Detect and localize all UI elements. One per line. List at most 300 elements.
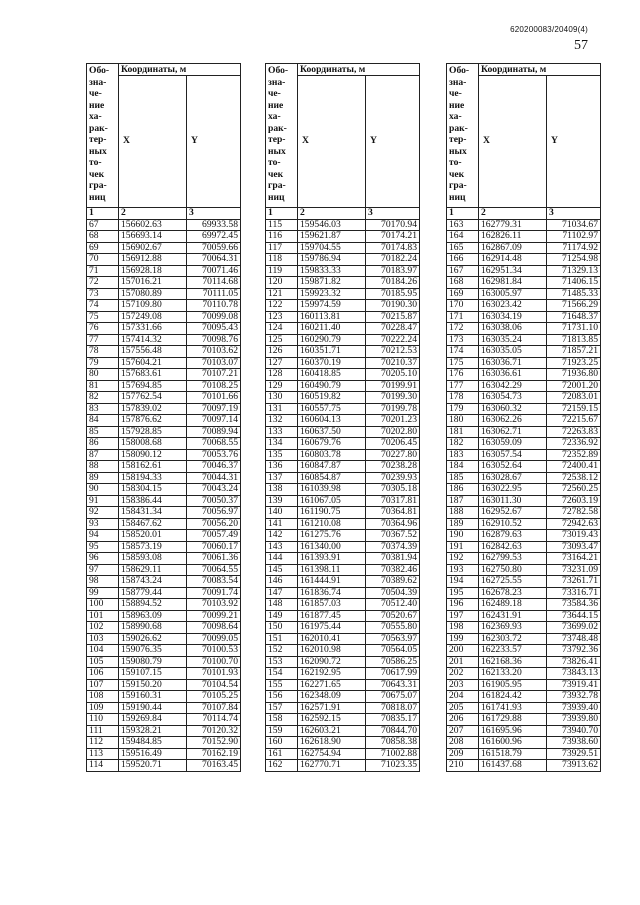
x-coordinate-cell: 161695.96 xyxy=(479,725,547,737)
x-coordinate-cell: 161877.45 xyxy=(298,610,366,622)
table-row xyxy=(87,288,241,300)
table-row xyxy=(87,725,241,737)
x-coordinate-cell: 156602.63 xyxy=(119,219,187,231)
table-row xyxy=(266,645,420,657)
y-coordinate-cell: 70643.31 xyxy=(366,679,420,691)
y-coordinate-cell: 70111.05 xyxy=(187,288,241,300)
point-number-cell: 106 xyxy=(87,668,119,680)
y-coordinate-cell: 70053.76 xyxy=(187,449,241,461)
header-label-line: ние xyxy=(449,99,465,111)
table-row xyxy=(87,691,241,703)
table-row xyxy=(87,242,241,254)
table-row xyxy=(266,392,420,404)
x-coordinate-cell: 162168.36 xyxy=(479,656,547,668)
table-row xyxy=(87,553,241,565)
header-label-line: ха- xyxy=(89,111,102,122)
boundary-point-label-header xyxy=(266,64,298,208)
table-row xyxy=(266,357,420,369)
point-number-cell: 80 xyxy=(87,369,119,381)
y-coordinate-cell: 71731.10 xyxy=(547,323,601,335)
column-index-cell: 2 xyxy=(479,208,547,220)
table-row xyxy=(447,714,601,726)
x-coordinate-cell: 159190.44 xyxy=(119,702,187,714)
y-coordinate-cell: 70163.45 xyxy=(187,760,241,772)
x-coordinate-cell: 158162.61 xyxy=(119,461,187,473)
table-row xyxy=(266,323,420,335)
table-row xyxy=(266,518,420,530)
y-coordinate-cell: 70835.17 xyxy=(366,714,420,726)
x-coordinate-cell: 162348.09 xyxy=(298,691,366,703)
table-row xyxy=(87,300,241,312)
y-coordinate-cell: 70083.54 xyxy=(187,576,241,588)
point-number-cell: 99 xyxy=(87,587,119,599)
table-row xyxy=(447,254,601,266)
table-row xyxy=(266,587,420,599)
x-coordinate-cell: 162303.72 xyxy=(479,633,547,645)
table-row xyxy=(266,242,420,254)
header-label-line: ние xyxy=(89,99,105,111)
header-label-line: ниц xyxy=(89,191,106,203)
x-coordinate-cell: 162133.20 xyxy=(479,668,547,680)
y-coordinate-cell: 72336.92 xyxy=(547,438,601,450)
header-label-line: Обо- xyxy=(268,65,289,76)
point-number-cell: 163 xyxy=(447,219,479,231)
y-coordinate-cell: 72603.19 xyxy=(547,495,601,507)
table-row xyxy=(87,737,241,749)
y-coordinate-cell: 70858.38 xyxy=(366,737,420,749)
y-coordinate-cell: 70107.21 xyxy=(187,369,241,381)
x-coordinate-cell: 159107.15 xyxy=(119,668,187,680)
point-number-cell: 74 xyxy=(87,300,119,312)
table-row xyxy=(266,610,420,622)
boundary-point-label-header xyxy=(87,64,119,208)
y-coordinate-cell: 70844.70 xyxy=(366,725,420,737)
point-number-cell: 77 xyxy=(87,334,119,346)
y-coordinate-cell: 72263.83 xyxy=(547,426,601,438)
x-coordinate-cell: 161190.75 xyxy=(298,507,366,519)
x-coordinate-cell: 163062.26 xyxy=(479,415,547,427)
point-number-cell: 154 xyxy=(266,668,298,680)
header-label-line: тер- xyxy=(89,134,107,145)
column-index-cell: 1 xyxy=(87,208,119,220)
table-row xyxy=(447,415,601,427)
column-index-cell: 3 xyxy=(547,208,601,220)
y-coordinate-cell: 71648.37 xyxy=(547,311,601,323)
table-row xyxy=(447,760,601,772)
table-row xyxy=(447,346,601,358)
y-coordinate-cell: 71485.33 xyxy=(547,288,601,300)
y-coordinate-cell: 70044.31 xyxy=(187,472,241,484)
header-label-line: зна- xyxy=(89,76,107,88)
table-row xyxy=(447,449,601,461)
table-row xyxy=(447,748,601,760)
table-row xyxy=(87,334,241,346)
header-label-line: тер- xyxy=(268,134,286,145)
column-index-cell: 3 xyxy=(187,208,241,220)
x-coordinate-cell: 160418.85 xyxy=(298,369,366,381)
table-row xyxy=(447,288,601,300)
column-index-cell: 2 xyxy=(298,208,366,220)
table-row xyxy=(87,323,241,335)
point-number-cell: 118 xyxy=(266,254,298,266)
point-number-cell: 78 xyxy=(87,346,119,358)
x-coordinate-cell: 161975.44 xyxy=(298,622,366,634)
x-coordinate-cell: 159516.49 xyxy=(119,748,187,760)
table-row xyxy=(266,564,420,576)
table-row xyxy=(447,334,601,346)
table-row xyxy=(266,725,420,737)
x-coordinate-cell: 162431.91 xyxy=(479,610,547,622)
point-number-cell: 148 xyxy=(266,599,298,611)
y-coordinate-cell: 70162.19 xyxy=(187,748,241,760)
x-coordinate-cell: 158194.33 xyxy=(119,472,187,484)
y-coordinate-cell: 73932.78 xyxy=(547,691,601,703)
y-coordinate-cell: 70095.43 xyxy=(187,323,241,335)
y-coordinate-cell: 73792.36 xyxy=(547,645,601,657)
table-row xyxy=(447,277,601,289)
point-number-cell: 81 xyxy=(87,380,119,392)
x-coordinate-cell: 159076.35 xyxy=(119,645,187,657)
y-coordinate-cell: 70068.55 xyxy=(187,438,241,450)
x-coordinate-cell: 163036.71 xyxy=(479,357,547,369)
x-coordinate-cell: 161039.98 xyxy=(298,484,366,496)
point-number-cell: 167 xyxy=(447,265,479,277)
table-row xyxy=(266,461,420,473)
x-coordinate-cell: 162192.95 xyxy=(298,668,366,680)
y-coordinate-cell: 70043.24 xyxy=(187,484,241,496)
table-row xyxy=(87,403,241,415)
x-coordinate-cell: 158008.68 xyxy=(119,438,187,450)
table-row xyxy=(87,392,241,404)
point-number-cell: 146 xyxy=(266,576,298,588)
x-coordinate-cell: 157016.21 xyxy=(119,277,187,289)
header-label-line: зна- xyxy=(268,76,286,88)
point-number-cell: 110 xyxy=(87,714,119,726)
point-number-cell: 133 xyxy=(266,426,298,438)
point-number-cell: 194 xyxy=(447,576,479,588)
point-number-cell: 107 xyxy=(87,679,119,691)
table-row xyxy=(87,438,241,450)
point-number-cell: 206 xyxy=(447,714,479,726)
x-coordinate-cell: 162271.65 xyxy=(298,679,366,691)
point-number-cell: 126 xyxy=(266,346,298,358)
x-coordinate-cell: 163060.32 xyxy=(479,403,547,415)
table-row xyxy=(87,426,241,438)
y-coordinate-cell: 70190.30 xyxy=(366,300,420,312)
point-number-cell: 125 xyxy=(266,334,298,346)
table-row xyxy=(266,300,420,312)
table-row xyxy=(87,656,241,668)
table-row xyxy=(87,679,241,691)
x-coordinate-cell: 158431.34 xyxy=(119,507,187,519)
y-coordinate-cell: 72001.20 xyxy=(547,380,601,392)
point-number-cell: 192 xyxy=(447,553,479,565)
x-coordinate-cell: 157414.32 xyxy=(119,334,187,346)
coordinates-header: Координаты, м xyxy=(479,64,601,76)
x-coordinate-cell: 159484.85 xyxy=(119,737,187,749)
table-row xyxy=(266,231,420,243)
point-number-cell: 144 xyxy=(266,553,298,565)
point-number-cell: 76 xyxy=(87,323,119,335)
point-number-cell: 173 xyxy=(447,334,479,346)
table-row xyxy=(447,610,601,622)
x-coordinate-cell: 159786.94 xyxy=(298,254,366,266)
x-coordinate-cell: 160604.13 xyxy=(298,415,366,427)
header-label-line: чек xyxy=(89,168,105,180)
table-row xyxy=(266,714,420,726)
point-number-cell: 103 xyxy=(87,633,119,645)
point-number-cell: 111 xyxy=(87,725,119,737)
x-coordinate-cell: 159160.31 xyxy=(119,691,187,703)
table-row xyxy=(266,219,420,231)
point-number-cell: 147 xyxy=(266,587,298,599)
table-row xyxy=(266,656,420,668)
table-row xyxy=(87,576,241,588)
x-coordinate-cell: 157928.85 xyxy=(119,426,187,438)
x-coordinate-cell: 162914.48 xyxy=(479,254,547,266)
table-row xyxy=(266,737,420,749)
table-row xyxy=(447,311,601,323)
y-coordinate-cell: 73939.80 xyxy=(547,714,601,726)
x-coordinate-cell: 158743.24 xyxy=(119,576,187,588)
point-number-cell: 90 xyxy=(87,484,119,496)
table-row xyxy=(447,219,601,231)
table-row xyxy=(266,633,420,645)
point-number-cell: 153 xyxy=(266,656,298,668)
y-coordinate-cell: 70050.37 xyxy=(187,495,241,507)
point-number-cell: 94 xyxy=(87,530,119,542)
point-number-cell: 208 xyxy=(447,737,479,749)
point-number-cell: 142 xyxy=(266,530,298,542)
y-coordinate-cell: 70091.74 xyxy=(187,587,241,599)
table-row xyxy=(447,702,601,714)
table-row xyxy=(447,622,601,634)
x-coordinate-cell: 161398.11 xyxy=(298,564,366,576)
x-column-header: X xyxy=(119,76,187,208)
point-number-cell: 91 xyxy=(87,495,119,507)
point-number-cell: 178 xyxy=(447,392,479,404)
document-id: 620200083/20409(4) xyxy=(510,25,588,34)
table-row xyxy=(87,702,241,714)
x-coordinate-cell: 156902.67 xyxy=(119,242,187,254)
table-row xyxy=(87,714,241,726)
x-column-header: X xyxy=(298,76,366,208)
y-coordinate-cell: 70059.66 xyxy=(187,242,241,254)
point-number-cell: 152 xyxy=(266,645,298,657)
x-coordinate-cell: 157694.85 xyxy=(119,380,187,392)
x-coordinate-cell: 157331.66 xyxy=(119,323,187,335)
y-coordinate-cell: 70174.83 xyxy=(366,242,420,254)
table-row xyxy=(87,369,241,381)
point-number-cell: 82 xyxy=(87,392,119,404)
x-coordinate-cell: 160854.87 xyxy=(298,472,366,484)
header-label-line: гра- xyxy=(449,180,467,191)
y-coordinate-cell: 70060.17 xyxy=(187,541,241,553)
table-row xyxy=(447,691,601,703)
x-coordinate-cell: 162489.18 xyxy=(479,599,547,611)
point-number-cell: 179 xyxy=(447,403,479,415)
y-coordinate-cell: 72538.12 xyxy=(547,472,601,484)
table-row xyxy=(87,415,241,427)
y-coordinate-cell: 70105.25 xyxy=(187,691,241,703)
table-row xyxy=(447,599,601,611)
point-number-cell: 203 xyxy=(447,679,479,691)
x-coordinate-cell: 161824.42 xyxy=(479,691,547,703)
y-coordinate-cell: 71566.29 xyxy=(547,300,601,312)
x-coordinate-cell: 161905.95 xyxy=(479,679,547,691)
point-number-cell: 198 xyxy=(447,622,479,634)
table-row xyxy=(447,369,601,381)
point-number-cell: 201 xyxy=(447,656,479,668)
point-number-cell: 72 xyxy=(87,277,119,289)
table-row xyxy=(447,633,601,645)
x-coordinate-cell: 163042.29 xyxy=(479,380,547,392)
table-row xyxy=(447,737,601,749)
y-coordinate-cell: 73316.71 xyxy=(547,587,601,599)
point-number-cell: 176 xyxy=(447,369,479,381)
point-number-cell: 69 xyxy=(87,242,119,254)
point-number-cell: 186 xyxy=(447,484,479,496)
y-coordinate-cell: 70182.24 xyxy=(366,254,420,266)
point-number-cell: 123 xyxy=(266,311,298,323)
point-number-cell: 145 xyxy=(266,564,298,576)
y-coordinate-cell: 70818.07 xyxy=(366,702,420,714)
x-coordinate-cell: 163005.97 xyxy=(479,288,547,300)
table-row xyxy=(266,760,420,772)
header-label-line: Обо- xyxy=(449,65,470,76)
table-row xyxy=(447,576,601,588)
x-coordinate-cell: 158593.08 xyxy=(119,553,187,565)
table-row xyxy=(447,541,601,553)
y-coordinate-cell: 70097.19 xyxy=(187,403,241,415)
y-coordinate-cell: 73699.02 xyxy=(547,622,601,634)
table-row xyxy=(447,265,601,277)
y-coordinate-cell: 70099.05 xyxy=(187,633,241,645)
y-coordinate-cell: 73929.51 xyxy=(547,748,601,760)
point-number-cell: 137 xyxy=(266,472,298,484)
point-number-cell: 136 xyxy=(266,461,298,473)
table-row xyxy=(266,426,420,438)
y-coordinate-cell: 70586.25 xyxy=(366,656,420,668)
header-label-line: ных xyxy=(449,145,467,157)
point-number-cell: 175 xyxy=(447,357,479,369)
table-row xyxy=(447,564,601,576)
x-coordinate-cell: 161067.05 xyxy=(298,495,366,507)
x-coordinate-cell: 161600.96 xyxy=(479,737,547,749)
y-coordinate-cell: 70046.37 xyxy=(187,461,241,473)
table-row xyxy=(447,668,601,680)
y-coordinate-cell: 73938.60 xyxy=(547,737,601,749)
table-row xyxy=(266,599,420,611)
point-number-cell: 143 xyxy=(266,541,298,553)
y-coordinate-cell: 70056.97 xyxy=(187,507,241,519)
y-coordinate-cell: 69972.45 xyxy=(187,231,241,243)
x-coordinate-cell: 156912.88 xyxy=(119,254,187,266)
x-coordinate-cell: 158779.44 xyxy=(119,587,187,599)
point-number-cell: 84 xyxy=(87,415,119,427)
y-coordinate-cell: 70212.53 xyxy=(366,346,420,358)
y-column-header: Y xyxy=(547,76,601,208)
point-number-cell: 109 xyxy=(87,702,119,714)
table-row xyxy=(87,265,241,277)
x-coordinate-cell: 160351.71 xyxy=(298,346,366,358)
header-label-line: рак- xyxy=(268,122,287,134)
table-row xyxy=(87,507,241,519)
column-index-cell: 2 xyxy=(119,208,187,220)
y-coordinate-cell: 70617.99 xyxy=(366,668,420,680)
x-coordinate-cell: 159026.62 xyxy=(119,633,187,645)
table-row xyxy=(87,472,241,484)
x-coordinate-cell: 159520.71 xyxy=(119,760,187,772)
header-label-line: гра- xyxy=(268,180,286,191)
x-coordinate-cell: 162725.55 xyxy=(479,576,547,588)
y-coordinate-cell: 70152.90 xyxy=(187,737,241,749)
y-coordinate-cell: 70103.92 xyxy=(187,599,241,611)
point-number-cell: 197 xyxy=(447,610,479,622)
table-row xyxy=(447,495,601,507)
table-row xyxy=(266,334,420,346)
x-coordinate-cell: 159923.32 xyxy=(298,288,366,300)
x-coordinate-cell: 163052.64 xyxy=(479,461,547,473)
y-coordinate-cell: 70364.96 xyxy=(366,518,420,530)
table-row xyxy=(447,725,601,737)
point-number-cell: 140 xyxy=(266,507,298,519)
y-coordinate-cell: 73093.47 xyxy=(547,541,601,553)
x-coordinate-cell: 162233.57 xyxy=(479,645,547,657)
table-row xyxy=(447,242,601,254)
point-number-cell: 127 xyxy=(266,357,298,369)
table-row xyxy=(266,254,420,266)
x-coordinate-cell: 163035.05 xyxy=(479,346,547,358)
y-coordinate-cell: 70389.62 xyxy=(366,576,420,588)
point-number-cell: 189 xyxy=(447,518,479,530)
y-coordinate-cell: 72782.58 xyxy=(547,507,601,519)
y-coordinate-cell: 70104.54 xyxy=(187,679,241,691)
point-number-cell: 88 xyxy=(87,461,119,473)
x-coordinate-cell: 158304.15 xyxy=(119,484,187,496)
y-coordinate-cell: 71174.92 xyxy=(547,242,601,254)
y-coordinate-cell: 70101.66 xyxy=(187,392,241,404)
header-label-line: ных xyxy=(89,145,107,157)
point-number-cell: 166 xyxy=(447,254,479,266)
point-number-cell: 98 xyxy=(87,576,119,588)
x-coordinate-cell: 156928.18 xyxy=(119,265,187,277)
x-coordinate-cell: 160557.75 xyxy=(298,403,366,415)
table-row xyxy=(447,426,601,438)
table-row xyxy=(266,679,420,691)
table-row xyxy=(266,507,420,519)
point-number-cell: 190 xyxy=(447,530,479,542)
x-coordinate-cell: 157109.80 xyxy=(119,300,187,312)
y-coordinate-cell: 70520.67 xyxy=(366,610,420,622)
page-number: 57 xyxy=(574,38,588,53)
table-row xyxy=(447,472,601,484)
y-coordinate-cell: 70382.46 xyxy=(366,564,420,576)
point-number-cell: 120 xyxy=(266,277,298,289)
point-number-cell: 160 xyxy=(266,737,298,749)
y-coordinate-cell: 69933.58 xyxy=(187,219,241,231)
y-coordinate-cell: 70564.05 xyxy=(366,645,420,657)
y-coordinate-cell: 70098.64 xyxy=(187,622,241,634)
y-coordinate-cell: 73231.09 xyxy=(547,564,601,576)
point-number-cell: 112 xyxy=(87,737,119,749)
x-coordinate-cell: 159621.87 xyxy=(298,231,366,243)
table-row xyxy=(87,254,241,266)
x-coordinate-cell: 158520.01 xyxy=(119,530,187,542)
y-coordinate-cell: 70098.76 xyxy=(187,334,241,346)
column-index-cell: 1 xyxy=(447,208,479,220)
x-coordinate-cell: 159080.79 xyxy=(119,656,187,668)
